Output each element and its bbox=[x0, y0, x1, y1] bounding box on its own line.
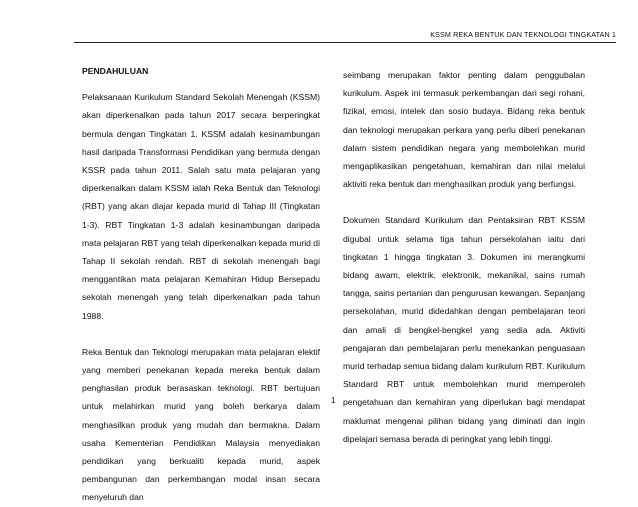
left-paragraph-1: Pelaksanaan Kurikulum Standard Sekolah Menengah (KSSM) akan diperkenalkan pada tahun 2017 secara berperingkat bermula dengan Tingkatan 1. KSSM adalah kesinambungan hasil daripada Transformasi Pendidikan yang bermula dengan KSSR pada tahun 2011. Salah satu mata pelajaran yang diperkenalkan dalam KSSM ialah Reka Bentuk dan Teknologi (RBT) yang akan diajar kepada murid di Tahap III (Tingkatan 1-3). RBT Tingkatan 1-3 adalah kesinambungan daripada mata pelajaran RBT yang telah diperkenalkan kepada murid di Tahap II sekolah rendah. RBT di sekolah menengah bagi menggantikan mata pelajaran Kemahiran Hidup Bersepadu sekolah menengah yang telah diperkenalkan pada tahun 1988. bbox=[82, 92, 320, 321]
page-number: 1 bbox=[331, 396, 336, 405]
right-paragraph-2: Dokumen Standard Kurikulum dan Pentaksiran RBT KSSM digubal untuk selama tiga tahun persekolahan iaitu dari tingkatan 1 hingga tingkatan 3. Dokumen ini merangkumi bidang awam, elektrik, elektronik, mekanikal, sains rumah tangga, sains pertanian dan pengurusan kewangan. Sepanjang persekolahan, murid didedahkan dengan pembelajaran teori dan amali di bengkel-bengkel yang sedia ada. Aktiviti pengajaran dan pembelajaran perlu menekankan penguasaan murid terhadap semua bidang dalam kurikulum RBT. Kurikulum Standard RBT untuk membolehkan murid memperoleh pengetahuan dan kemahiran yang diperlukan bagi mendapat maklumat mengenai pilihan bidang yang diminati dan ingin dipelajari semasa berada di peringkat yang lebih tinggi. bbox=[343, 215, 585, 444]
section-heading: PENDAHULUAN bbox=[82, 66, 149, 76]
left-column bbox=[82, 62, 320, 507]
left-paragraph-2: Reka Bentuk dan Teknologi merupakan mata pelajaran elektif yang memberi penekanan kepada mereka bentuk dalam penghasilan produk berasaskan teknologi. RBT bertujuan untuk melahirkan murid yang boleh berkarya dalam menghasilkan produk yang mudah dan bermakna. Dalam usaha Kementerian Pendidikan Malaysia menyediakan pendidikan yang berkualiti kepada murid, aspek pembangunan dan perkembangan modal insan secara menyeluruh dan bbox=[82, 346, 320, 503]
right-paragraph-1: seimbang merupakan faktor penting dalam penggubalan kurikulum. Aspek ini termasuk perkembangan dari segi rohani, fizikal, emosi, intelek dan sosio budaya. Bidang reka bentuk dan teknologi merupakan perkara yang perlu diberi penekanan dalam sistem pendidikan negara yang membolehkan murid mengaplikasikan pengetahuan, kemahiran dan nilai melalui aktiviti reka bentuk dan menghasilkan produk yang berfungsi. bbox=[343, 70, 585, 190]
running-header: KSSM REKA BENTUK DAN TEKNOLOGI TINGKATAN 1 bbox=[430, 30, 616, 39]
header-rule bbox=[74, 42, 616, 43]
right-column bbox=[343, 66, 585, 448]
